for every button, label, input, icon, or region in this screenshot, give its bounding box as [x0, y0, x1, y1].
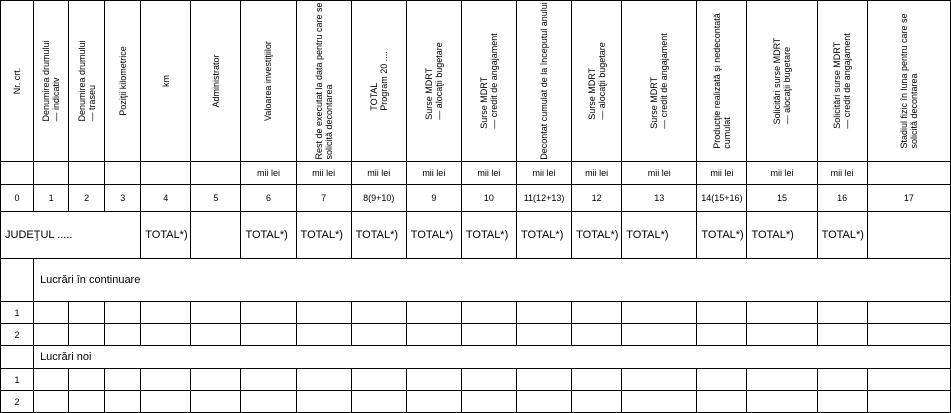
- header-cell: [572, 1, 622, 162]
- header-cell: [241, 1, 296, 162]
- header-label: Producţie realizată şi nedecontată cumulat: [711, 13, 732, 149]
- column-index-cell: 10: [461, 185, 516, 212]
- table-row: [1, 391, 951, 413]
- unit-cell: [867, 162, 950, 185]
- unit-cell: mii lei: [351, 162, 406, 185]
- unit-cell: mii lei: [622, 162, 697, 185]
- section-title-noi: Lucrări noi: [34, 346, 951, 369]
- total-cell-valoare: TOTAL*): [241, 212, 296, 259]
- unit-cell: [141, 162, 191, 185]
- header-cell: [461, 1, 516, 162]
- column-index-cell: 6: [241, 185, 296, 212]
- total-cell-km: TOTAL*): [141, 212, 191, 259]
- column-index-cell: 15: [747, 185, 817, 212]
- table-row: [1, 369, 951, 391]
- judet-row: [1, 212, 951, 259]
- header-cell: [34, 1, 69, 162]
- header-cell: [867, 1, 950, 162]
- unit-cell: mii lei: [461, 162, 516, 185]
- unit-cell: [69, 162, 105, 185]
- column-index-cell: 14(15+16): [697, 185, 747, 212]
- row-number: 1: [1, 302, 34, 324]
- header-label: Decontat cumulat de la începutul anului: [539, 2, 550, 160]
- header-label: Rest de executat la data pentru care se solicită decontarea: [313, 2, 334, 160]
- header-cell: [406, 1, 461, 162]
- row-number: 2: [1, 391, 34, 413]
- column-index-cell: 2: [69, 185, 105, 212]
- unit-cell: mii lei: [817, 162, 867, 185]
- units-row: [1, 162, 951, 185]
- column-index-cell: 16: [817, 185, 867, 212]
- table-row: [1, 324, 951, 346]
- unit-cell: mii lei: [697, 162, 747, 185]
- column-index-cell: 3: [105, 185, 141, 212]
- empty-cell: [867, 212, 950, 259]
- header-label: Denumirea drumului — traseu: [76, 40, 97, 122]
- header-label: Poziţii kilometrice: [117, 46, 128, 116]
- header-cell: [351, 1, 406, 162]
- column-index-cell: 4: [141, 185, 191, 212]
- column-index-cell: 7: [296, 185, 351, 212]
- header-label: km: [160, 75, 171, 87]
- total-cell-alocatii: TOTAL*): [406, 212, 461, 259]
- total-cell-decontat-credit: TOTAL*): [622, 212, 697, 259]
- total-cell-rest: TOTAL*): [296, 212, 351, 259]
- header-label: Surse MDRT — alocaţii bugetare: [423, 42, 444, 120]
- header-cell: [516, 1, 571, 162]
- header-cell: [141, 1, 191, 162]
- header-cell: [69, 1, 105, 162]
- empty-cell: [1, 346, 34, 369]
- column-index-cell: 0: [1, 185, 34, 212]
- column-index-cell: 9: [406, 185, 461, 212]
- header-label: Surse MDRT — credit de angajament: [478, 33, 499, 129]
- header-label: Denumirea drumului — indicativ: [41, 40, 62, 122]
- total-cell-program: TOTAL*): [351, 212, 406, 259]
- total-cell-solicitari-credit: TOTAL*): [817, 212, 867, 259]
- section-title-continuare: Lucrări în continuare: [34, 259, 951, 302]
- column-index-cell: 1: [34, 185, 69, 212]
- header-row: [1, 1, 951, 162]
- total-cell-decontat-alocatii: TOTAL*): [572, 212, 622, 259]
- total-cell-solicitari-alocatii: TOTAL*): [747, 212, 817, 259]
- row-number: 2: [1, 324, 34, 346]
- column-index-cell: 8(9+10): [351, 185, 406, 212]
- unit-cell: mii lei: [572, 162, 622, 185]
- header-cell: [697, 1, 747, 162]
- section-row-continuare: [1, 259, 951, 302]
- unit-cell: mii lei: [747, 162, 817, 185]
- header-label: Administrator: [210, 54, 221, 108]
- header-label: Surse MDRT — credit de angajament: [649, 33, 670, 129]
- column-index-cell: 13: [622, 185, 697, 212]
- unit-cell: [34, 162, 69, 185]
- header-label: TOTAL Program 20 ....: [368, 51, 389, 111]
- column-index-cell: 5: [191, 185, 241, 212]
- column-index-cell: 11(12+13): [516, 185, 571, 212]
- header-label: Solicitări surse MDRT — alocaţii bugetare: [772, 37, 792, 125]
- column-index-cell: 12: [572, 185, 622, 212]
- total-cell-decontat: TOTAL*): [516, 212, 571, 259]
- column-index-row: [1, 185, 951, 212]
- row-number: 1: [1, 369, 34, 391]
- unit-cell: mii lei: [516, 162, 571, 185]
- empty-cell: [191, 212, 241, 259]
- header-label: Stadiul fizic în luna pentru care se solicită decontarea: [898, 13, 919, 149]
- section-row-noi: [1, 346, 951, 369]
- unit-cell: mii lei: [296, 162, 351, 185]
- unit-cell: mii lei: [406, 162, 461, 185]
- unit-cell: [1, 162, 34, 185]
- header-cell: [296, 1, 351, 162]
- header-cell: [622, 1, 697, 162]
- total-cell-credit: TOTAL*): [461, 212, 516, 259]
- header-cell: [747, 1, 817, 162]
- judet-label: JUDEŢUL .....: [1, 212, 141, 259]
- header-cell: [191, 1, 241, 162]
- header-label: Solicitări surse MDRT — credit de angajament: [832, 33, 853, 129]
- header-cell: [105, 1, 141, 162]
- unit-cell: [105, 162, 141, 185]
- total-cell-productie: TOTAL*): [697, 212, 747, 259]
- unit-cell: mii lei: [241, 162, 296, 185]
- header-label: Valoarea investiţiilor: [263, 41, 274, 121]
- header-label: Nr. crt.: [12, 67, 23, 95]
- header-label: Surse MDRT — alocaţii bugetare: [586, 42, 607, 120]
- empty-cell: [1, 259, 34, 302]
- column-index-cell: 17: [867, 185, 950, 212]
- unit-cell: [191, 162, 241, 185]
- header-cell: [817, 1, 867, 162]
- table-row: [1, 302, 951, 324]
- header-cell: [1, 1, 34, 162]
